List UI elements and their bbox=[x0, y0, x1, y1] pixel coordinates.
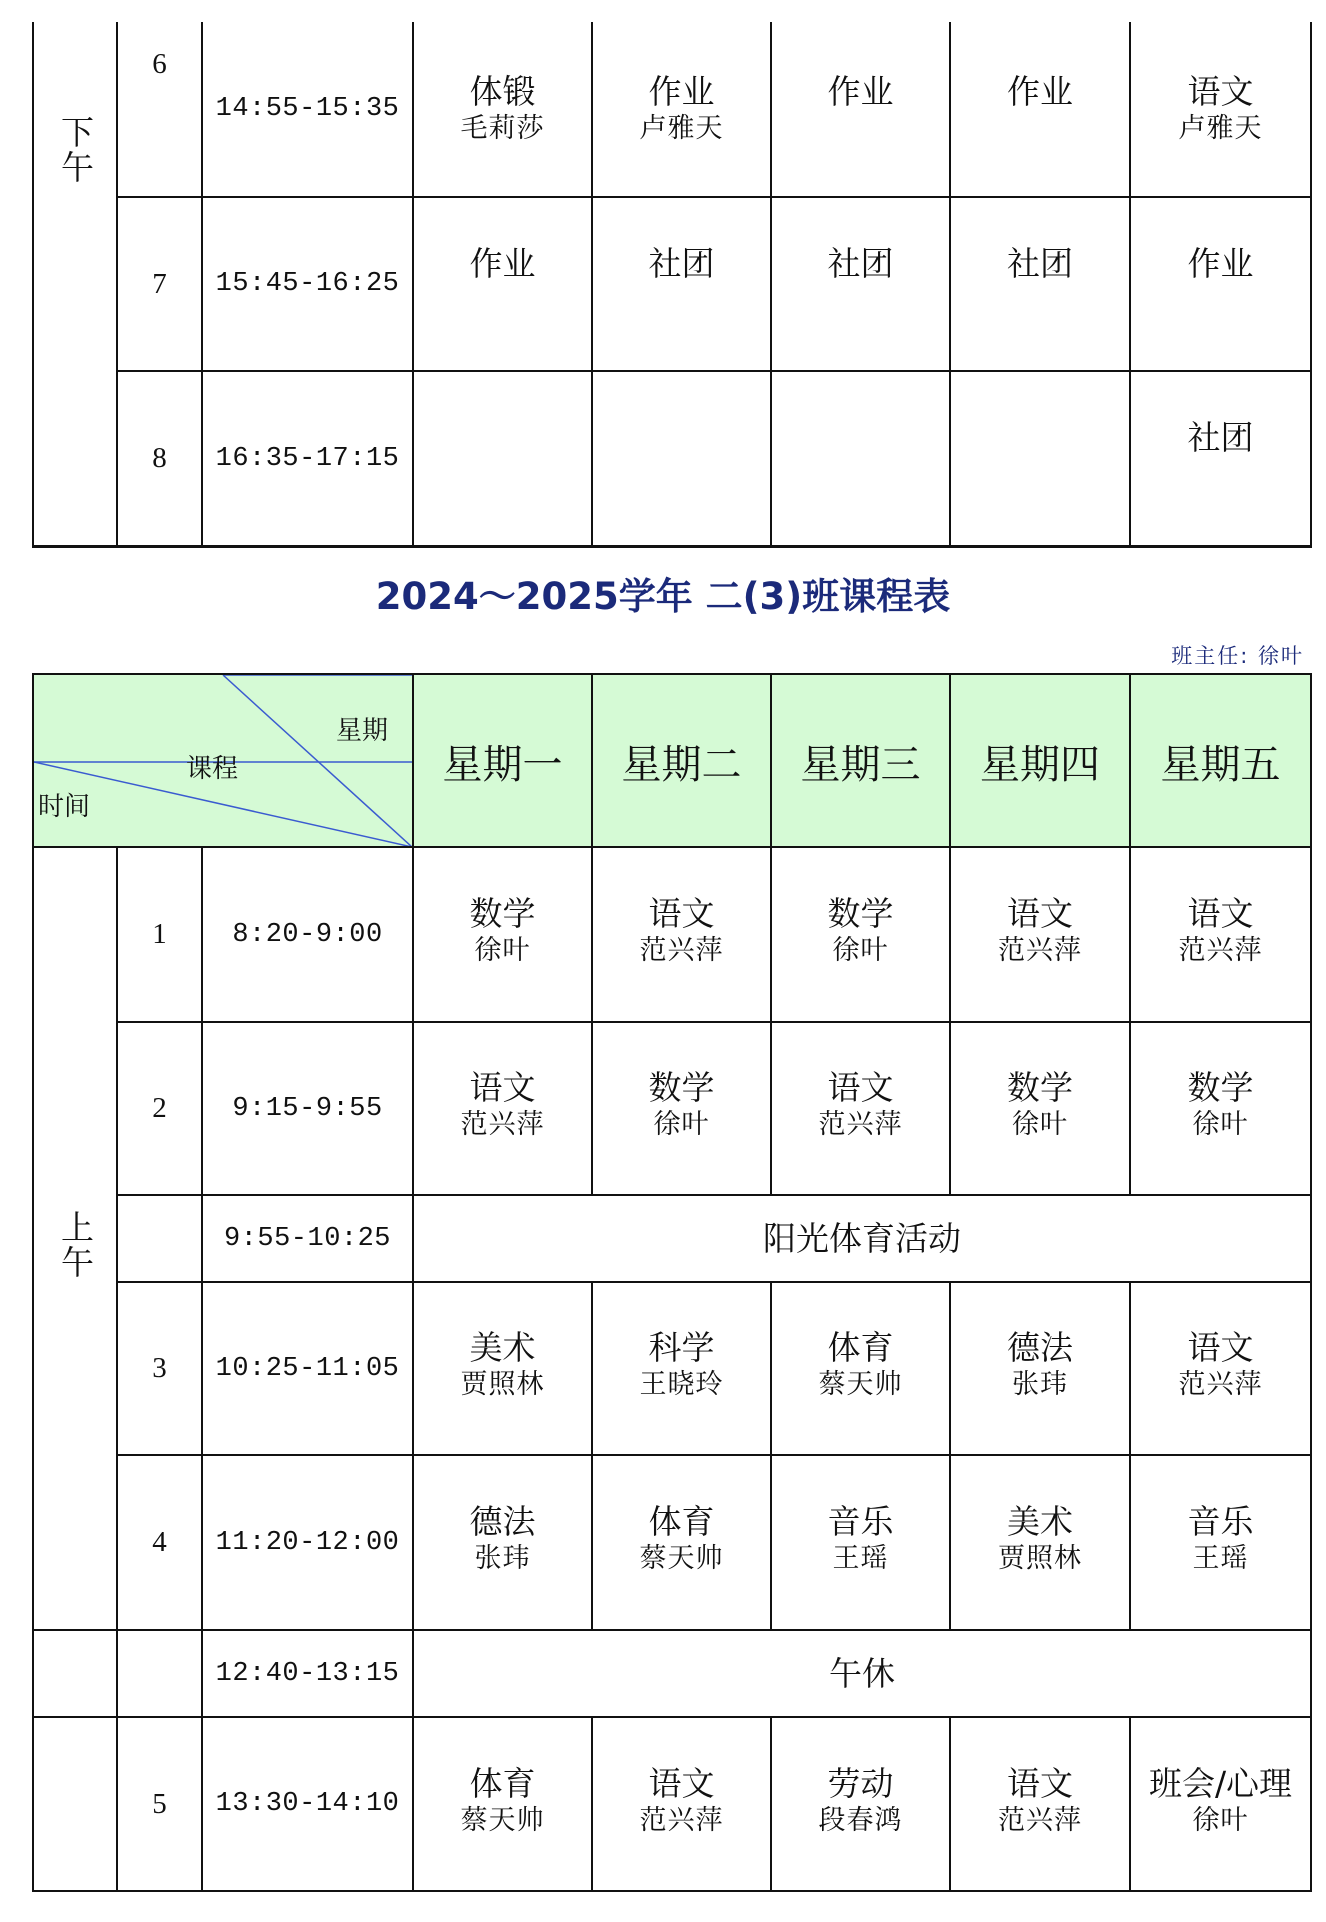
period-time: 14:55-15:35 bbox=[215, 94, 400, 124]
subject: 语文 bbox=[1007, 894, 1073, 933]
subject: 德法 bbox=[469, 1502, 536, 1541]
break-activity: 午休 bbox=[829, 1653, 895, 1693]
lesson-cell bbox=[772, 1068, 949, 1192]
teacher: 王瑶 bbox=[1192, 1543, 1249, 1574]
break-time: 9:55-10:25 bbox=[223, 1223, 392, 1254]
teacher: 卢雅天 bbox=[1178, 113, 1263, 144]
teacher: 蔡天帅 bbox=[818, 1369, 903, 1400]
subject: 数学 bbox=[648, 1068, 715, 1107]
day-header: 星期四 bbox=[980, 741, 1100, 788]
period-number: 3 bbox=[152, 1352, 167, 1384]
subject: 劳动 bbox=[827, 1764, 894, 1803]
subject: 作业 bbox=[827, 72, 894, 111]
lesson-cell bbox=[414, 244, 591, 364]
day-header: 星期五 bbox=[1160, 741, 1281, 788]
period-number: 4 bbox=[152, 1526, 167, 1558]
lesson-cell bbox=[414, 894, 591, 1018]
subject: 数学 bbox=[1007, 1068, 1073, 1107]
lesson-cell bbox=[1131, 1068, 1310, 1192]
teacher: 徐叶 bbox=[1012, 1109, 1068, 1140]
lesson-cell bbox=[593, 1502, 770, 1626]
period-time: 13:30-14:10 bbox=[215, 1789, 400, 1819]
lesson-cell bbox=[414, 1328, 591, 1452]
teacher: 范兴萍 bbox=[639, 1805, 724, 1836]
teacher: 范兴萍 bbox=[1178, 935, 1263, 966]
subject: 体锻 bbox=[469, 72, 536, 111]
lesson-cell bbox=[1131, 1764, 1310, 1888]
lesson-cell bbox=[772, 1328, 949, 1452]
break-time: 12:40-13:15 bbox=[215, 1658, 400, 1689]
subject: 体育 bbox=[827, 1328, 894, 1367]
lesson-cell bbox=[951, 1328, 1129, 1452]
teacher: 张玮 bbox=[474, 1543, 531, 1574]
subject: 作业 bbox=[469, 244, 536, 283]
teacher: 王晓玲 bbox=[639, 1369, 724, 1400]
lesson-cell bbox=[414, 1764, 591, 1888]
subject: 社团 bbox=[1007, 244, 1073, 283]
lesson-cell bbox=[414, 1502, 591, 1626]
lesson-cell bbox=[951, 72, 1129, 196]
morning-label: 上午 bbox=[56, 1210, 95, 1280]
subject: 语文 bbox=[827, 1068, 894, 1107]
lesson-cell bbox=[593, 1764, 770, 1888]
lesson-cell bbox=[593, 72, 770, 196]
subject: 数学 bbox=[1187, 1068, 1254, 1107]
afternoon-label: 下午 bbox=[56, 115, 95, 185]
teacher: 徐叶 bbox=[1192, 1805, 1249, 1836]
lesson-cell bbox=[593, 244, 770, 364]
lesson-cell bbox=[1131, 418, 1310, 538]
subject: 社团 bbox=[648, 244, 715, 283]
corner-time-label: 时间 bbox=[38, 792, 91, 822]
lesson-cell bbox=[772, 1764, 949, 1888]
teacher: 张玮 bbox=[1012, 1369, 1068, 1400]
period-number: 6 bbox=[152, 47, 167, 80]
lesson-cell bbox=[593, 1068, 770, 1192]
period-number: 8 bbox=[152, 442, 167, 474]
period-time: 15:45-16:25 bbox=[215, 269, 400, 299]
lesson-cell bbox=[593, 1328, 770, 1452]
subject: 语文 bbox=[1187, 72, 1254, 111]
period-number: 5 bbox=[152, 1787, 167, 1820]
subject: 语文 bbox=[1187, 894, 1254, 933]
subject: 美术 bbox=[469, 1328, 536, 1367]
day-header: 星期一 bbox=[442, 741, 563, 788]
lesson-cell bbox=[951, 1764, 1129, 1888]
subject: 数学 bbox=[469, 894, 536, 933]
period-time: 16:35-17:15 bbox=[215, 443, 400, 474]
lesson-cell bbox=[414, 72, 591, 196]
teacher: 卢雅天 bbox=[639, 113, 724, 144]
teacher: 徐叶 bbox=[832, 935, 889, 966]
head-teacher-label: 班主任: 徐叶 bbox=[1171, 644, 1304, 668]
period-number: 7 bbox=[152, 267, 167, 300]
subject: 美术 bbox=[1007, 1502, 1073, 1541]
lesson-cell bbox=[951, 894, 1129, 1018]
lesson-cell bbox=[772, 894, 949, 1018]
period-number: 1 bbox=[152, 918, 167, 950]
lesson-cell bbox=[1131, 72, 1310, 196]
corner-week-label: 星期 bbox=[336, 716, 389, 746]
lesson-cell bbox=[1131, 1328, 1310, 1452]
lesson-cell bbox=[1131, 894, 1310, 1018]
subject: 语文 bbox=[648, 1764, 715, 1803]
lesson-cell bbox=[951, 244, 1129, 364]
lesson-cell bbox=[951, 1068, 1129, 1192]
subject: 科学 bbox=[648, 1328, 715, 1367]
subject: 体育 bbox=[648, 1502, 715, 1541]
day-header: 星期三 bbox=[800, 741, 921, 788]
break-activity: 阳光体育活动 bbox=[763, 1218, 961, 1258]
teacher: 范兴萍 bbox=[460, 1109, 545, 1140]
teacher: 范兴萍 bbox=[998, 935, 1082, 966]
subject: 作业 bbox=[648, 72, 715, 111]
subject: 数学 bbox=[827, 894, 894, 933]
lesson-cell bbox=[1131, 1502, 1310, 1626]
lesson-cell bbox=[772, 72, 949, 196]
subject: 社团 bbox=[1187, 418, 1254, 457]
subject: 语文 bbox=[469, 1068, 536, 1107]
subject: 作业 bbox=[1007, 72, 1073, 111]
teacher: 范兴萍 bbox=[1178, 1369, 1263, 1400]
teacher: 贾照林 bbox=[460, 1369, 545, 1400]
teacher: 毛莉莎 bbox=[460, 113, 545, 144]
teacher: 蔡天帅 bbox=[639, 1543, 724, 1574]
teacher: 王瑶 bbox=[832, 1543, 889, 1574]
subject: 音乐 bbox=[1187, 1502, 1254, 1541]
lesson-cell bbox=[951, 1502, 1129, 1626]
period-time: 8:20-9:00 bbox=[232, 919, 383, 950]
teacher: 徐叶 bbox=[1192, 1109, 1249, 1140]
page-title: 2024～2025学年 二(3)班课程表 bbox=[375, 575, 951, 618]
teacher: 徐叶 bbox=[653, 1109, 710, 1140]
period-time: 9:15-9:55 bbox=[232, 1093, 383, 1124]
subject: 语文 bbox=[1187, 1328, 1254, 1367]
teacher: 贾照林 bbox=[998, 1543, 1082, 1574]
subject: 体育 bbox=[469, 1764, 536, 1803]
period-number: 2 bbox=[152, 1092, 167, 1124]
lesson-cell bbox=[772, 244, 949, 364]
subject: 班会/心理 bbox=[1148, 1764, 1293, 1803]
subject: 社团 bbox=[827, 244, 894, 283]
lesson-cell bbox=[1131, 244, 1310, 364]
corner-course-label: 课程 bbox=[186, 754, 239, 784]
teacher: 段春鸿 bbox=[818, 1805, 903, 1836]
lesson-cell bbox=[593, 894, 770, 1018]
teacher: 范兴萍 bbox=[818, 1109, 903, 1140]
teacher: 范兴萍 bbox=[998, 1805, 1082, 1836]
subject: 德法 bbox=[1007, 1328, 1073, 1367]
period-time: 11:20-12:00 bbox=[215, 1527, 400, 1558]
lesson-cell bbox=[414, 1068, 591, 1192]
subject: 音乐 bbox=[827, 1502, 894, 1541]
lesson-cell bbox=[772, 1502, 949, 1626]
subject: 语文 bbox=[1007, 1764, 1073, 1803]
teacher: 范兴萍 bbox=[639, 935, 724, 966]
day-header: 星期二 bbox=[621, 741, 742, 788]
subject: 语文 bbox=[648, 894, 715, 933]
subject: 作业 bbox=[1187, 244, 1254, 283]
teacher: 徐叶 bbox=[474, 935, 531, 966]
teacher: 蔡天帅 bbox=[460, 1805, 545, 1836]
period-time: 10:25-11:05 bbox=[215, 1353, 400, 1384]
